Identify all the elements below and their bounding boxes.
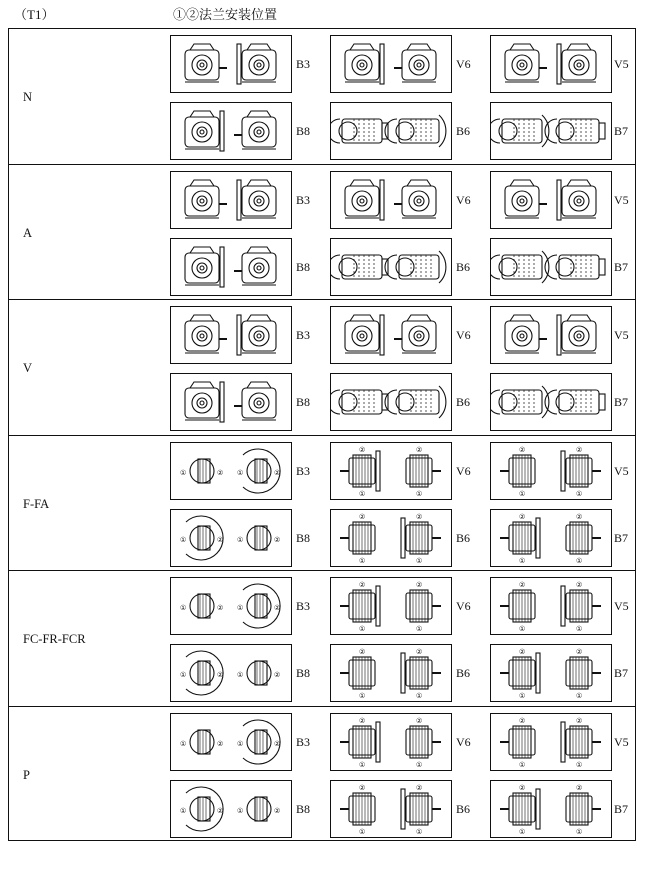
svg-text:②: ②: [274, 671, 281, 679]
gear-unit-drawing: [171, 510, 290, 565]
diagram-title: ①②法兰安装位置: [173, 7, 278, 22]
gear-unit-drawing: [171, 443, 290, 498]
product-group-label: P: [23, 767, 30, 782]
svg-text:①: ①: [416, 489, 423, 498]
mounting-diagram-b3: [170, 713, 292, 771]
svg-text:②: ②: [416, 648, 423, 656]
svg-text:①: ①: [237, 671, 244, 679]
mounting-position-label: B8: [296, 666, 311, 680]
mounting-position-label: V6: [456, 328, 471, 342]
mounting-diagram-b3: [170, 35, 292, 93]
svg-text:②: ②: [217, 739, 224, 748]
mounting-position-label: B8: [296, 530, 311, 545]
svg-text:②: ②: [416, 783, 423, 792]
svg-text:②: ②: [217, 806, 224, 815]
gear-unit-drawing: [491, 374, 610, 429]
svg-text:②: ②: [359, 648, 366, 656]
svg-text:①: ①: [519, 625, 526, 633]
gear-unit-drawing: [491, 103, 610, 158]
svg-text:①: ①: [416, 827, 423, 836]
svg-text:①: ①: [359, 827, 366, 836]
mounting-diagram-b7: [490, 373, 612, 431]
mounting-positions-table: [8, 28, 636, 841]
svg-text:①: ①: [359, 625, 366, 633]
mounting-position-label: V6: [456, 463, 471, 478]
mounting-diagram-b7: [490, 509, 612, 567]
svg-text:①: ①: [180, 806, 187, 815]
svg-text:①: ①: [180, 604, 187, 612]
svg-text:②: ②: [576, 783, 583, 792]
mounting-diagram-b7: [490, 644, 612, 702]
svg-text:①: ①: [416, 556, 423, 565]
gear-unit-drawing: [491, 239, 610, 294]
mounting-diagram-b6: [330, 238, 452, 296]
mounting-position-label: B6: [456, 259, 471, 274]
svg-text:①: ①: [237, 806, 244, 815]
svg-text:②: ②: [359, 581, 366, 589]
product-group-label: FC-FR-FCR: [23, 632, 86, 646]
gear-unit-drawing: [171, 781, 290, 836]
svg-text:①: ①: [180, 671, 187, 679]
mounting-position-label: B6: [456, 666, 471, 680]
mounting-position-label: V5: [614, 463, 629, 478]
svg-text:②: ②: [217, 535, 224, 544]
svg-text:①: ①: [416, 625, 423, 633]
mounting-position-label: V6: [456, 599, 471, 613]
mounting-diagram-b3: [170, 577, 292, 635]
gear-unit-drawing: [491, 443, 610, 498]
mounting-position-label: V5: [614, 599, 629, 613]
svg-text:②: ②: [217, 468, 224, 477]
mounting-position-label: V5: [614, 192, 629, 207]
mounting-diagram-v6: [330, 713, 452, 771]
mounting-diagram-b3: [170, 171, 292, 229]
svg-text:①: ①: [359, 760, 366, 769]
gear-unit-drawing: [331, 172, 450, 227]
gear-unit-drawing: [331, 307, 450, 362]
mounting-diagram-b8: [170, 102, 292, 160]
mounting-diagram-b6: [330, 644, 452, 702]
mounting-position-label: B8: [296, 801, 311, 816]
product-group: [9, 571, 635, 707]
product-group: [9, 436, 635, 572]
svg-text:②: ②: [274, 468, 281, 477]
mounting-position-label: V5: [614, 734, 629, 749]
gear-unit-drawing: [171, 645, 290, 700]
mounting-diagram-b7: [490, 780, 612, 838]
gear-unit-drawing: [331, 510, 450, 565]
svg-text:②: ②: [359, 512, 366, 521]
mounting-position-label: V6: [456, 734, 471, 749]
product-group: [9, 165, 635, 301]
mounting-diagram-v5: [490, 713, 612, 771]
mounting-position-label: B3: [296, 57, 311, 71]
gear-unit-drawing: [171, 172, 290, 227]
mounting-position-label: B8: [296, 124, 311, 138]
mounting-position-label: B7: [614, 801, 629, 816]
svg-text:①: ①: [576, 760, 583, 769]
svg-text:①: ①: [237, 468, 244, 477]
mounting-position-label: B3: [296, 463, 311, 478]
svg-text:①: ①: [180, 468, 187, 477]
mounting-position-label: B6: [456, 530, 471, 545]
product-group-label: V: [23, 361, 33, 375]
svg-text:①: ①: [237, 604, 244, 612]
svg-text:①: ①: [359, 556, 366, 565]
svg-text:②: ②: [416, 716, 423, 725]
gear-unit-drawing: [331, 103, 450, 158]
svg-text:①: ①: [180, 739, 187, 748]
mounting-diagram-v5: [490, 171, 612, 229]
svg-text:②: ②: [576, 716, 583, 725]
gear-unit-drawing: [171, 36, 290, 91]
mounting-position-label: V6: [456, 192, 471, 207]
gear-unit-drawing: [171, 239, 290, 294]
svg-text:②: ②: [576, 445, 583, 454]
gear-unit-drawing: [331, 781, 450, 836]
mounting-diagram-b8: [170, 780, 292, 838]
svg-text:②: ②: [416, 445, 423, 454]
svg-text:②: ②: [217, 671, 224, 679]
table-tag: （T1）: [14, 7, 55, 22]
gear-unit-drawing: [171, 374, 290, 429]
svg-text:①: ①: [576, 625, 583, 633]
mounting-diagram-v6: [330, 306, 452, 364]
mounting-position-label: B6: [456, 395, 471, 409]
product-group: [9, 707, 635, 843]
svg-text:②: ②: [576, 581, 583, 589]
gear-unit-drawing: [171, 103, 290, 158]
mounting-diagram-v5: [490, 306, 612, 364]
gear-unit-drawing: [491, 781, 610, 836]
svg-text:①: ①: [519, 556, 526, 565]
product-group: [9, 29, 635, 165]
product-group: [9, 300, 635, 436]
svg-text:②: ②: [274, 806, 281, 815]
mounting-diagram-v5: [490, 35, 612, 93]
mounting-position-label: V6: [456, 57, 471, 71]
mounting-diagram-b7: [490, 102, 612, 160]
mounting-diagram-v6: [330, 442, 452, 500]
gear-unit-drawing: [491, 307, 610, 362]
mounting-diagram-b3: [170, 306, 292, 364]
gear-unit-drawing: [491, 578, 610, 633]
svg-text:①: ①: [519, 827, 526, 836]
svg-text:②: ②: [416, 512, 423, 521]
product-group-label: N: [23, 90, 33, 104]
svg-text:②: ②: [274, 535, 281, 544]
mounting-diagram-b8: [170, 509, 292, 567]
mounting-position-label: B7: [614, 666, 629, 680]
gear-unit-drawing: [331, 239, 450, 294]
mounting-diagram-b6: [330, 780, 452, 838]
svg-text:②: ②: [519, 783, 526, 792]
svg-text:②: ②: [359, 716, 366, 725]
mounting-diagram-b8: [170, 644, 292, 702]
gear-unit-drawing: [331, 714, 450, 769]
gear-unit-drawing: [331, 374, 450, 429]
mounting-position-label: B7: [614, 124, 629, 138]
svg-text:①: ①: [576, 827, 583, 836]
gear-unit-drawing: [171, 307, 290, 362]
svg-text:②: ②: [274, 604, 281, 612]
mounting-diagram-b3: [170, 442, 292, 500]
svg-text:②: ②: [217, 604, 224, 612]
svg-text:①: ①: [416, 692, 423, 700]
gear-unit-drawing: [331, 36, 450, 91]
mounting-position-label: B8: [296, 395, 311, 409]
svg-text:①: ①: [180, 535, 187, 544]
svg-text:②: ②: [519, 512, 526, 521]
mounting-position-label: B3: [296, 328, 311, 342]
svg-text:②: ②: [519, 581, 526, 589]
mounting-diagram-b8: [170, 238, 292, 296]
mounting-position-label: V5: [614, 57, 629, 71]
mounting-diagram-v5: [490, 577, 612, 635]
svg-text:②: ②: [416, 581, 423, 589]
mounting-position-label: B6: [456, 124, 471, 138]
svg-text:②: ②: [274, 739, 281, 748]
gear-unit-drawing: [491, 714, 610, 769]
mounting-position-label: B6: [456, 801, 471, 816]
mounting-position-label: B7: [614, 530, 629, 545]
product-group-label: F-FA: [23, 496, 50, 511]
svg-text:①: ①: [359, 489, 366, 498]
mounting-diagram-b6: [330, 373, 452, 431]
gear-unit-drawing: [491, 510, 610, 565]
mounting-diagram-v6: [330, 171, 452, 229]
mounting-diagram-b8: [170, 373, 292, 431]
svg-text:②: ②: [359, 445, 366, 454]
mounting-diagram-b6: [330, 509, 452, 567]
svg-text:②: ②: [519, 445, 526, 454]
mounting-position-label: B7: [614, 259, 629, 274]
gear-unit-drawing: [491, 645, 610, 700]
gear-unit-drawing: [171, 578, 290, 633]
svg-text:②: ②: [519, 716, 526, 725]
svg-text:①: ①: [416, 760, 423, 769]
product-group-label: A: [23, 225, 33, 240]
svg-text:②: ②: [576, 512, 583, 521]
gear-unit-drawing: [331, 578, 450, 633]
gear-unit-drawing: [491, 172, 610, 227]
mounting-diagram-b6: [330, 102, 452, 160]
svg-text:①: ①: [576, 692, 583, 700]
svg-text:②: ②: [576, 648, 583, 656]
svg-text:①: ①: [576, 489, 583, 498]
svg-text:①: ①: [519, 692, 526, 700]
gear-unit-drawing: [491, 36, 610, 91]
svg-text:①: ①: [576, 556, 583, 565]
svg-text:①: ①: [359, 692, 366, 700]
gear-unit-drawing: [171, 714, 290, 769]
mounting-position-label: B3: [296, 599, 311, 613]
svg-text:①: ①: [519, 489, 526, 498]
mounting-position-label: B3: [296, 734, 311, 749]
svg-text:②: ②: [359, 783, 366, 792]
gear-unit-drawing: [331, 645, 450, 700]
svg-text:①: ①: [237, 535, 244, 544]
mounting-position-label: V5: [614, 328, 629, 342]
mounting-position-label: B3: [296, 192, 311, 207]
svg-text:①: ①: [519, 760, 526, 769]
mounting-diagram-b7: [490, 238, 612, 296]
mounting-position-label: B8: [296, 259, 311, 274]
mounting-position-label: B7: [614, 395, 629, 409]
mounting-diagram-v6: [330, 577, 452, 635]
svg-text:②: ②: [519, 648, 526, 656]
gear-unit-drawing: [331, 443, 450, 498]
svg-text:①: ①: [237, 739, 244, 748]
mounting-diagram-v5: [490, 442, 612, 500]
mounting-diagram-v6: [330, 35, 452, 93]
